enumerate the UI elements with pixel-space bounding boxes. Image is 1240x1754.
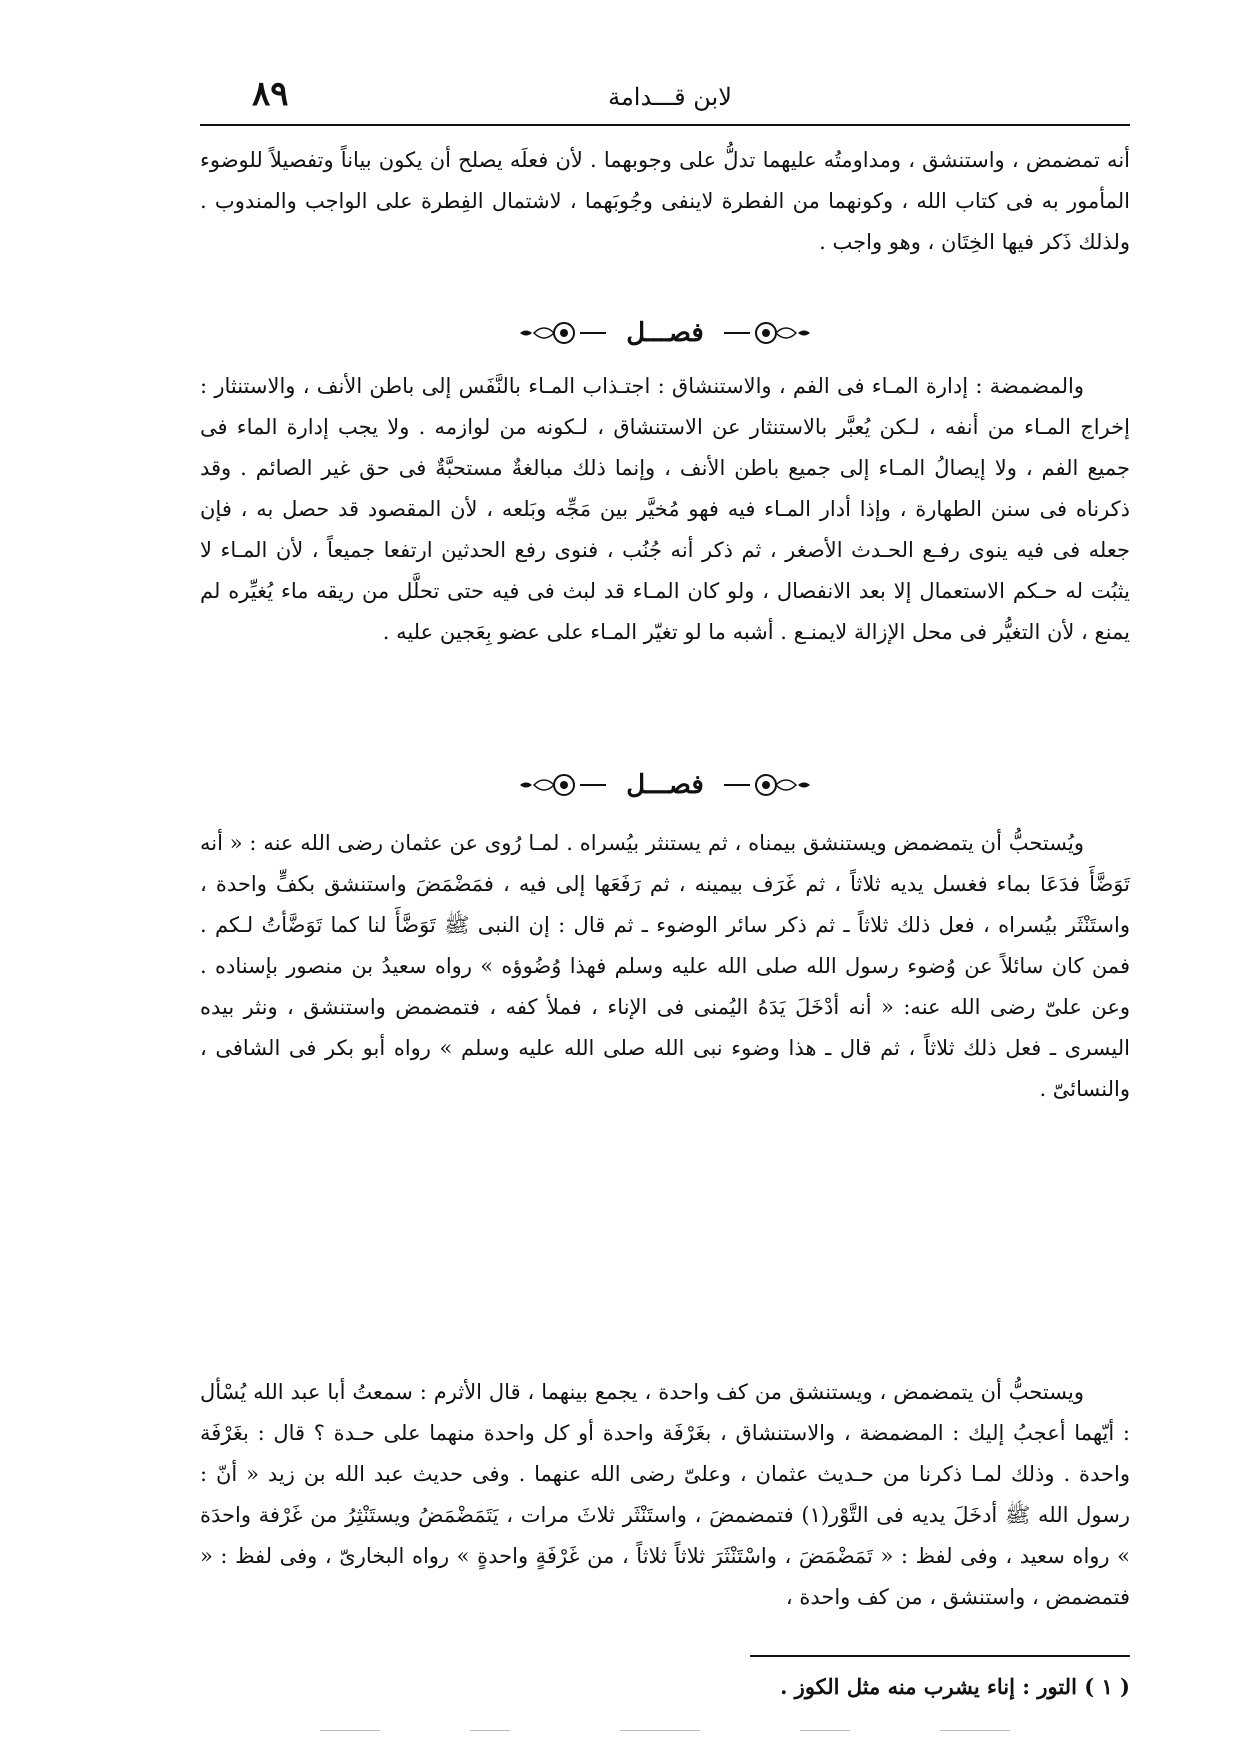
page-header bbox=[200, 74, 1130, 126]
paragraph-block bbox=[200, 140, 1130, 263]
running-title: لابن قـــدامة bbox=[608, 83, 732, 111]
footer-scan-marks bbox=[320, 1730, 1020, 1734]
paragraph-block bbox=[200, 366, 1130, 653]
section-heading bbox=[200, 764, 1130, 805]
footnote: ( ١ ) التور : إناء يشرب منه مثل الكوز . bbox=[780, 1674, 1130, 1699]
paragraph-block bbox=[200, 823, 1130, 1110]
ornament-right-icon bbox=[722, 772, 812, 798]
section-heading bbox=[200, 312, 1130, 353]
paragraph-block bbox=[200, 1372, 1130, 1618]
paragraph: أنه تمضمض ، واستنشق ، ومداومتُه عليهما تدلُّ على وجوبهما . لأن فعلَه يصلح أن يكون بياناً وتفصيلاً للوضوء المأمور به فى كتاب الله ، وكونهما من الفطرة لاينفى وجُوبَهما ، لاشتمال الفِطرة على الواجب والمندوب . ولذلك ذَكر فيها الخِتَان ، وهو واجب . bbox=[200, 148, 1130, 254]
paragraph: والمضمضة : إدارة المـاء فى الفم ، والاستنشاق : اجتـذاب المـاء بالنَّفَس إلى باطن الأنف ، والاستنثار : إخراج المـاء من أنفه ، لـكن يُعبَّر بالاستنثار عن الاستنشاق ، لـكونه من لوازمه . ولا يجب إدارة الماء فى جميع الفم ، ولا إيصالُ المـاء إلى جميع باطن الأنف ، وإنما ذلك مبالغةٌ مستحبَّةٌ فى حق غير الصائم . وقد ذكرناه فى سنن الطهارة ، وإذا أدار المـاء فيه فهو مُخيَّر بين مَجِّه وبَلعه ، لأن المقصود قد حصل به ، فإن جعله فى فيه ينوى رفـع الحـدث الأصغر ، ثم ذكر أنه جُنُب ، فنوى رفع الحدثين ارتفعا جميعاً ، لأن المـاء لا يثبُت له حـكم الاستعمال إلا بعد الانفصال ، ولو كان المـاء قد لبث فى فيه حتى تحلَّل من ريقه ماء يُغيِّره لم يمنع ، لأن التغيُّر فى محل الإزالة لايمنـع . أشبه ما لو تغيّر المـاء على عضو بِعَجين عليه . bbox=[200, 374, 1130, 644]
paragraph: ويستحبُّ أن يتمضمض ، ويستنشق من كف واحدة ، يجمع بينهما ، قال الأثرم : سمعتُ أبا عبد الله يُسْأل : أيّهما أعجبُ إليك : المضمضة ، والاستنشاق ، بغَرْفَة واحدة أو كل واحدة منهما على حـدة ؟ قال : بغَرْفَة واحدة . وذلك لمـا ذكرنا من حـديث عثمان ، وعلىّ رضى الله عنهما . وفى حديث عبد الله بن زيد « أنّ : رسول الله ﷺ أدخَلَ يديه فى التَّوْر(١) فتمضمضَ ، واستَنْثَر ثلاثَ مرات ، يَتَمَضْمَضُ ويستَنْثِرُ من غَرْفة واحدَة » رواه سعيد ، وفى لفظ : « تَمَضْمَضَ ، واسْتَنْثَرَ ثلاثاً ثلاثاً ، من غَرْفَةٍ واحدةٍ » رواه البخارىّ ، وفى لفظ : « فتمضمض ، واستنشق ، من كف واحدة ، bbox=[200, 1380, 1131, 1609]
paragraph: ويُستحبُّ أن يتمضمض ويستنشق بيمناه ، ثم يستنثر بيُسراه . لمـا رُوى عن عثمان رضى الله عنه : « أنه تَوَضَّأَ فدَعَا بماء فغسل يديه ثلاثاً ، ثم غَرَف بيمينه ، ثم رَفَعَها إلى فيه ، فمَضْمَضَ واستنشق بكفٍّ واحدة ، واستَنْثَر بيُسراه ، فعل ذلك ثلاثاً ـ ثم ذكر سائر الوضوء ـ ثم قال : إن النبى ﷺ تَوَضَّأَ لنا كما تَوَضَّأتُ لـكم . فمن كان سائلاً عن وُضوء رسول الله صلى الله عليه وسلم فهذا وُضُوؤه » رواه سعيدُ بن منصور بإسناده . وعن علىّ رضى الله عنه: « أنه أدْخَلَ يَدَهُ اليُمنى فى الإناء ، فملأ كفه ، فتمضمض واستنشق ، ونثر بيده اليسرى ـ فعل ذلك ثلاثاً ، ثم قال ـ هذا وضوء نبى الله صلى الله عليه وسلم » رواه أبو بكر فى الشافى ، والنسائىّ . bbox=[200, 831, 1130, 1101]
ornament-left-icon bbox=[518, 772, 608, 798]
footnote-divider bbox=[750, 1655, 1130, 1657]
heading-text: فصـــل bbox=[626, 318, 704, 348]
ornament-left-icon bbox=[518, 320, 608, 346]
heading-text: فصـــل bbox=[626, 770, 704, 800]
ornament-right-icon bbox=[722, 320, 812, 346]
page-number: ٨٩ bbox=[252, 74, 289, 114]
